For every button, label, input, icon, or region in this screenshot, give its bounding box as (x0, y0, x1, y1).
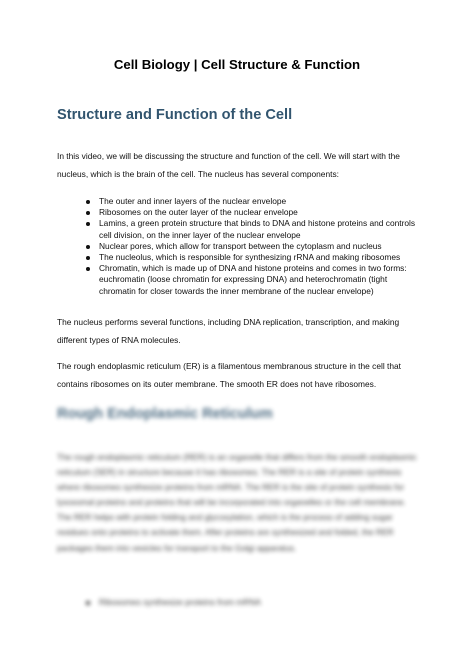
document-title: Cell Biology | Cell Structure & Function (113, 57, 361, 72)
list-item-text: Nuclear pores, which allow for transport between the cytoplasm and nucleus (99, 240, 382, 251)
list-item (86, 597, 424, 608)
nucleus-functions-paragraph: The nucleus performs several functions, including DNA replication, transcription, and making different types of RNA molecules. (57, 317, 400, 345)
list-item (86, 218, 424, 240)
intro-paragraph: In this video, we will be discussing the structure and function of the cell. We will start with the nucleus, which is the brain of the cell. The nucleus has several components: (57, 151, 400, 179)
list-item (86, 263, 424, 297)
bullet-icon (86, 200, 90, 204)
list-item-text: Ribosomes on the outer layer of the nuclear envelope (99, 207, 298, 218)
blurred-section-heading: Rough Endoplasmic Reticulum (57, 406, 273, 422)
list-item (86, 207, 424, 218)
bullet-icon (86, 256, 90, 260)
bullet-icon (86, 601, 90, 605)
list-item (86, 241, 424, 252)
list-item-text: The outer and inner layers of the nuclear envelope (99, 196, 287, 206)
bullet-icon (86, 222, 90, 226)
bullet-icon (86, 267, 90, 271)
list-item-text: Ribosomes synthesize proteins from mRNA (99, 597, 261, 607)
list-item-text: The nucleolus, which is responsible for synthesizing rRNA and making ribosomes (99, 252, 401, 263)
bullet-icon (86, 211, 90, 215)
blurred-paragraph: The rough endoplasmic reticulum (RER) is an organelle that differs from the smooth endoplasmic reticulum (SER) in structure because it has ribosomes. The RER is a site of protein synthesis where ribosomes synthesize proteins from mRNA. The RER is the site of protein synthesis for lysosomal proteins and proteins that will be incorporated into organelles or the cell membrane. The RER helps with protein folding and glycosylation, which is the process of adding sugar residues onto proteins to activate them. After proteins are synthesized and folded, the RER packages them into vesicles for transport to the Golgi apparatus. (57, 452, 417, 553)
er-paragraph: The rough endoplasmic reticulum (ER) is a filamentous membranous structure in the cell that contains ribosomes on its outer membrane. The smooth ER does not have ribosomes. (57, 361, 401, 389)
section-heading: Structure and Function of the Cell (57, 107, 293, 123)
list-item-text: Lamins, a green protein structure that binds to DNA and histone proteins and controls cell division, on the inner layer of the nuclear envelope (99, 218, 416, 240)
list-item (86, 196, 424, 207)
list-item (86, 252, 424, 263)
blurred-list (86, 597, 424, 608)
bullet-icon (86, 245, 90, 249)
nucleus-components-list (86, 196, 424, 297)
list-item-text: Chromatin, which is made up of DNA and histone proteins and comes in two forms: euchromatin (loose chromatin for expressing DNA) and heterochromatin (tight chromatin for closer towards the inner membrane of the nuclear envelope) (99, 263, 407, 296)
